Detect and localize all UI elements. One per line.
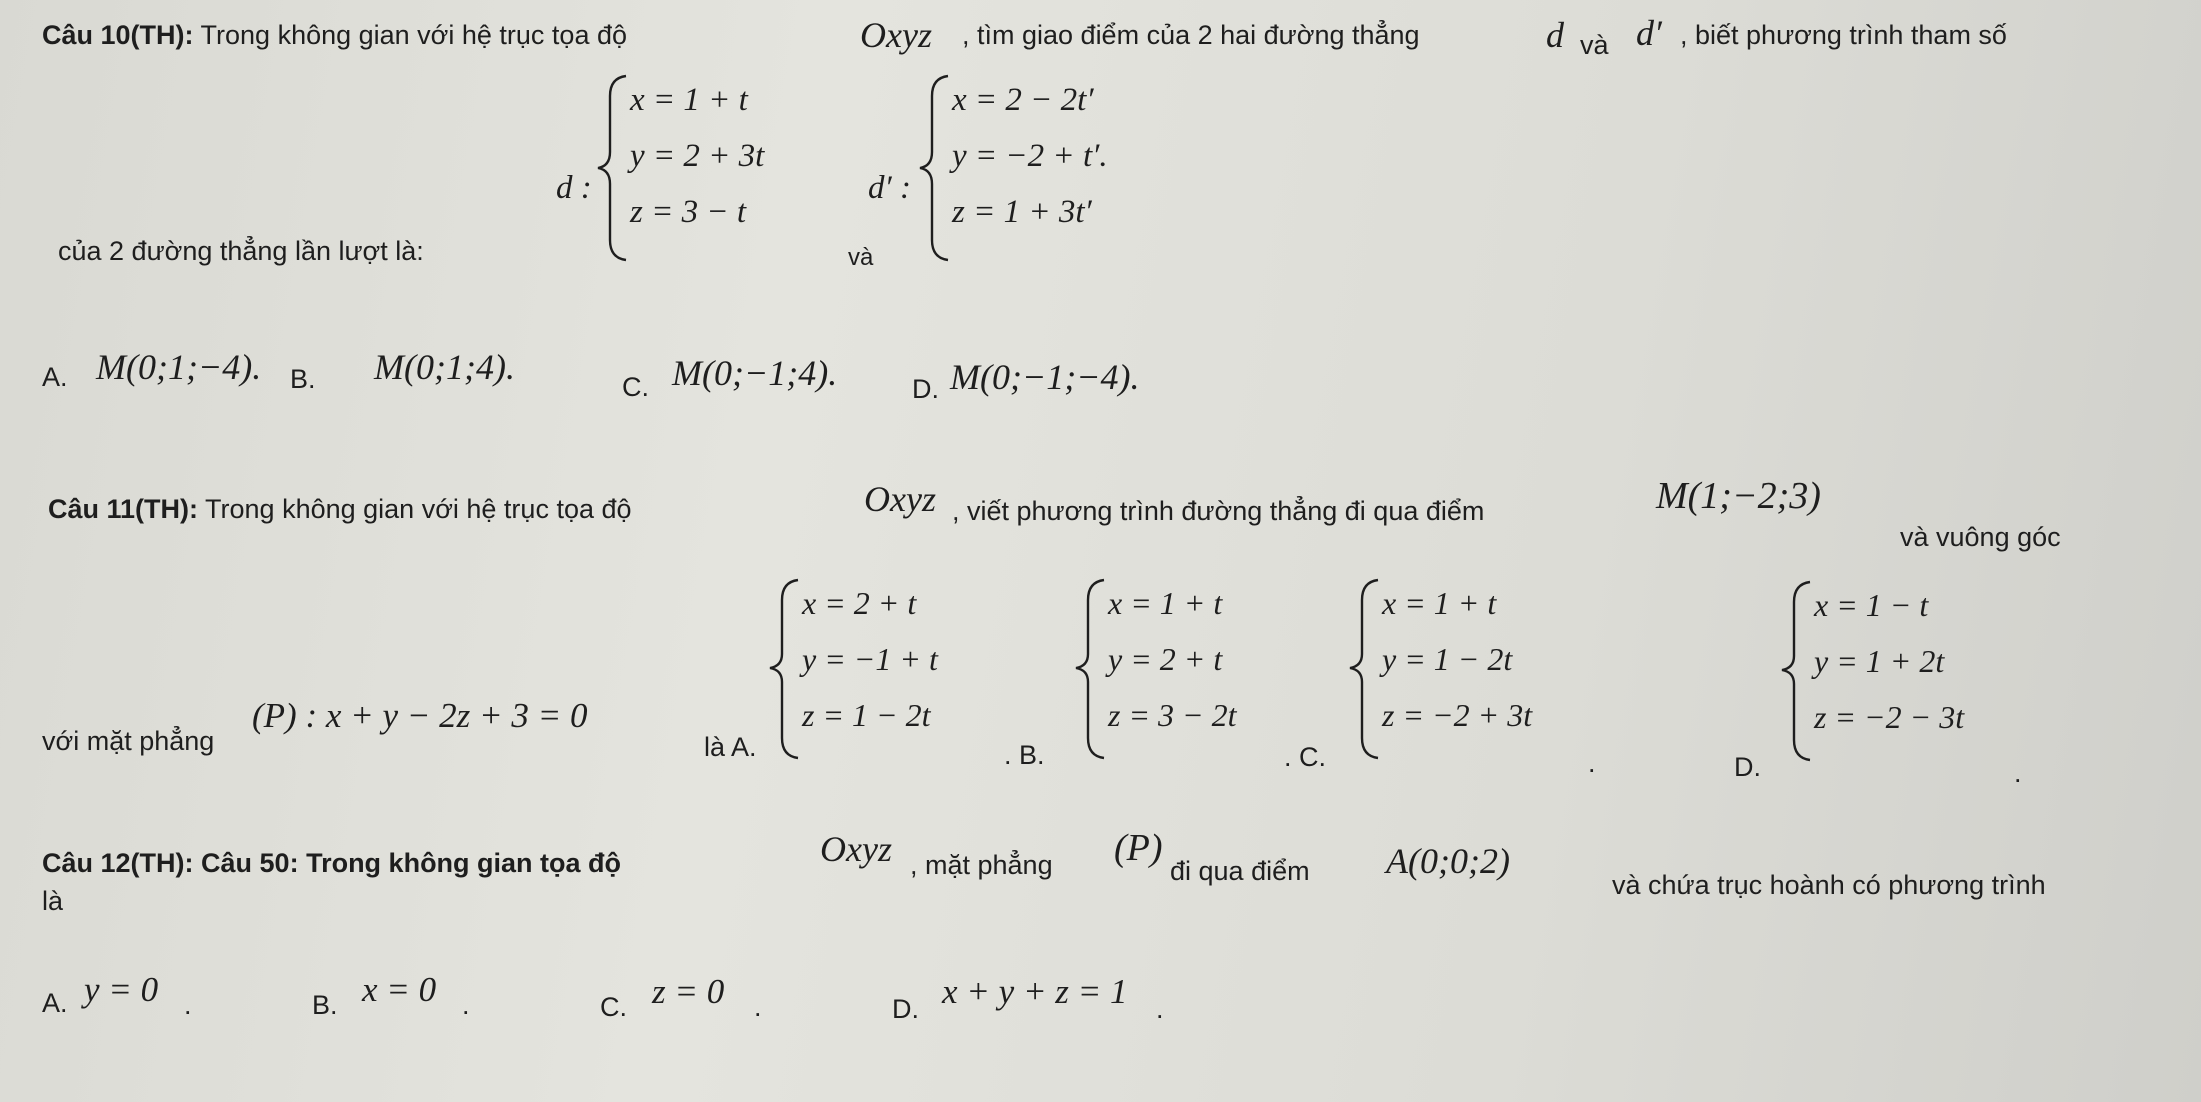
- q12-optC-dot: .: [754, 992, 762, 1022]
- q12-text5: là: [42, 886, 64, 916]
- q11-optC-eq: x = 1 + t: [1382, 585, 1497, 621]
- q10-optD-letter: D.: [912, 374, 939, 404]
- q10-text1: Trong không gian với hệ trục tọa độ: [200, 20, 627, 50]
- q11-point: M(1;−2;3): [1656, 475, 1821, 517]
- q11-optA-eq: x = 2 + t: [802, 585, 917, 621]
- q11-optC-system: [1382, 576, 1532, 744]
- q10-d-eq: y = 2 + 3t: [630, 138, 765, 174]
- q11-label: Câu 11(TH):: [48, 494, 199, 524]
- q10-dp-eq: x = 2 − 2t′: [952, 82, 1094, 118]
- q11-sepD: D.: [1734, 752, 1761, 782]
- q12-optB-letter: B.: [312, 990, 338, 1020]
- q10-dprime: d′: [1636, 13, 1662, 53]
- q11-text4: với mặt phẳng: [42, 726, 215, 756]
- q11-sepC: . C.: [1284, 742, 1327, 772]
- q11-oxyz: Oxyz: [864, 479, 936, 519]
- q11-optC-eq: y = 1 − 2t: [1382, 641, 1513, 677]
- q10-line1: [42, 20, 627, 51]
- q10-optA-letter: A.: [42, 362, 68, 392]
- q11-optD-eq: x = 1 − t: [1814, 587, 1929, 623]
- q11-optA-brace: [764, 576, 804, 760]
- q10-va: và: [1580, 30, 1609, 60]
- q12-point: A(0;0;2): [1386, 841, 1510, 881]
- q10-dp-system: [952, 72, 1108, 240]
- q12-optA-letter: A.: [42, 988, 68, 1018]
- q11-sepB: . B.: [1004, 740, 1045, 770]
- q11-optD-system: [1814, 578, 1964, 746]
- q10-d-label: d :: [556, 170, 592, 206]
- q10-dp-eq: z = 1 + 3t′: [952, 194, 1092, 230]
- q10-dp-label: d′ :: [868, 170, 911, 206]
- q11-plane: (P) : x + y − 2z + 3 = 0: [252, 696, 588, 735]
- q11-optA-eq: y = −1 + t: [802, 641, 938, 677]
- q12-text2: , mặt phẳng: [910, 850, 1053, 880]
- q12-text3: đi qua điểm: [1170, 856, 1310, 886]
- q10-label: Câu 10(TH):: [42, 20, 194, 50]
- q11-dotC: .: [1588, 748, 1596, 778]
- q10-text3: , biết phương trình tham số: [1680, 20, 2007, 50]
- q10-text4: của 2 đường thẳng lần lượt là:: [58, 236, 424, 266]
- q10-text2: , tìm giao điểm của 2 hai đường thẳng: [962, 20, 1420, 50]
- q12-oxyz: Oxyz: [820, 829, 892, 869]
- q11-optA-eq: z = 1 − 2t: [802, 697, 931, 733]
- q10-d-brace: [592, 72, 632, 262]
- q11-optD-eq: z = −2 − 3t: [1814, 699, 1965, 735]
- q10-optD-value: M(0;−1;−4).: [950, 357, 1140, 397]
- q11-line1: [48, 494, 632, 525]
- q12-optA-value: y = 0: [84, 970, 159, 1009]
- q10-d-eq: x = 1 + t: [630, 82, 748, 118]
- q11-optD-eq: y = 1 + 2t: [1814, 643, 1945, 679]
- q11-dotD: .: [2014, 758, 2022, 788]
- q10-oxyz: Oxyz: [860, 15, 932, 55]
- q11-optB-brace: [1070, 576, 1110, 760]
- q10-optC-letter: C.: [622, 372, 649, 402]
- q12-text1: Câu 50: Trong không gian tọa độ: [201, 848, 622, 878]
- q11-optB-eq: y = 2 + t: [1108, 641, 1223, 677]
- q12-text4: và chứa trục hoành có phương trình: [1612, 870, 2046, 900]
- q11-optB-system: [1108, 576, 1237, 744]
- q12-optC-value: z = 0: [652, 972, 725, 1011]
- q11-optB-eq: z = 3 − 2t: [1108, 697, 1237, 733]
- q11-text2: , viết phương trình đường thẳng đi qua điểm: [952, 496, 1485, 526]
- q10-optC-value: M(0;−1;4).: [672, 353, 838, 393]
- q10-optB-value: M(0;1;4).: [374, 347, 515, 387]
- q10-optA-value: M(0;1;−4).: [96, 347, 262, 387]
- q10-d: d: [1546, 15, 1564, 55]
- q12-optD-letter: D.: [892, 994, 919, 1024]
- q12-optD-value: x + y + z = 1: [942, 972, 1128, 1011]
- q11-la: là A.: [704, 732, 757, 762]
- q10-optB-letter: B.: [290, 364, 316, 394]
- q10-va2: và: [848, 244, 874, 271]
- q11-optB-eq: x = 1 + t: [1108, 585, 1223, 621]
- q12-optA-dot: .: [184, 990, 192, 1020]
- q11-optD-brace: [1776, 578, 1816, 762]
- q12-label: Câu 12(TH):: [42, 848, 194, 878]
- q12-optB-dot: .: [462, 990, 470, 1020]
- q11-text1: Trong không gian với hệ trục tọa độ: [205, 494, 632, 524]
- q11-optC-eq: z = −2 + 3t: [1382, 697, 1533, 733]
- q11-optC-brace: [1344, 576, 1384, 760]
- q12-optD-dot: .: [1156, 994, 1164, 1024]
- q10-dp-eq: y = −2 + t′.: [952, 138, 1108, 174]
- q12-optC-letter: C.: [600, 992, 627, 1022]
- q12-line1: [42, 848, 621, 879]
- q11-text3: và vuông góc: [1900, 522, 2061, 552]
- q10-d-system: [630, 72, 764, 240]
- q12-optB-value: x = 0: [362, 970, 437, 1009]
- q10-dp-brace: [914, 72, 954, 262]
- q10-d-eq: z = 3 − t: [630, 194, 747, 230]
- q11-optA-system: [802, 576, 938, 744]
- q12-P: (P): [1114, 827, 1163, 869]
